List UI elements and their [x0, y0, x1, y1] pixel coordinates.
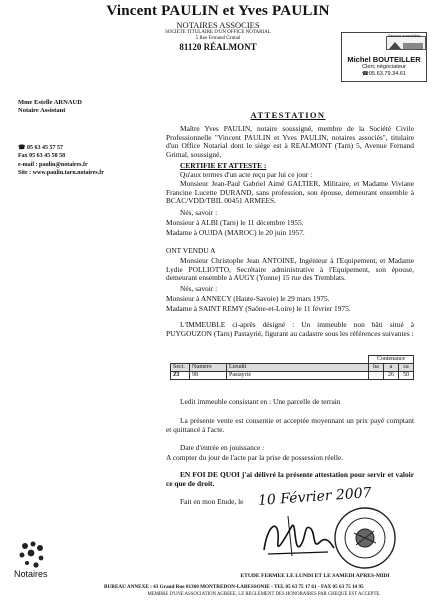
notary-stamp-icon: [332, 505, 398, 576]
table-cell: 50: [399, 372, 414, 380]
contenance-header: Contenance: [369, 356, 414, 364]
en-foi-text: j'ai délivré la présente attestation pour servir et valoir ce que de droit.: [166, 470, 414, 488]
table-header-cell: ca: [399, 364, 414, 372]
buyers-paragraph: Monsieur Christophe Jean ANTOINE, Ingénieur à l'Equipement, et Madame Lydie POLLIOTTO, Secrétaire administrative à l'Equipement, son épouse, demeurant ensemble à AUGY (Yonne) 15 rue des Tremblats.: [166, 256, 414, 283]
table-header-cell: ha: [369, 364, 384, 372]
table-header-row: [171, 364, 414, 372]
fax-number: Fax 05 63 45 58 58: [18, 153, 66, 160]
office-company-line: SOCIETE TITULAIRE D'UN OFFICE NOTARIAL: [165, 30, 271, 35]
en-foi-heading: EN FOI DE QUOI: [180, 470, 240, 479]
certifie-heading: CERTIFIE ET ATTESTE :: [180, 161, 267, 170]
sellers-birth-2: Madame à OUJDA (MAROC) le 20 juin 1957.: [166, 228, 305, 237]
document-title: ATTESTATION: [250, 110, 326, 120]
fait-line: [180, 498, 243, 507]
fait-prefix: Fait en mon Etude, le: [180, 497, 244, 506]
branch-office: BUREAU ANNEXE : 43 Grand Rue 81360 MONTREDON-LABESSONIE - TEL 05 63 75 17 61 - FAX 05 63 75 14 95: [104, 584, 364, 590]
service-phone: ☎05.63.79.34.61: [361, 71, 407, 77]
date-entree: Date d'entrée en jouissance :: [180, 443, 265, 452]
signature-icon: [258, 512, 338, 565]
handwritten-date: 10 Février 2007: [257, 485, 373, 509]
immeuble-paragraph: L'IMMEUBLE ci-après désigné : Un immeuble non bâti situé à PUYGOUZON (Tarn) Pastayrié, figurant au cadastre sous les références suivantes :: [166, 320, 414, 338]
contact-role: Notaire Assistant: [18, 107, 66, 114]
table-row: [171, 372, 414, 380]
table-cell: [369, 372, 384, 380]
website[interactable]: Site : www.paulin.tarn.notaires.fr: [18, 169, 104, 176]
office-street: 5 Rue Fernand Grimal: [195, 36, 241, 41]
notaires-logo-text: Notaires: [14, 569, 48, 579]
table-header-cell: Sect.: [171, 364, 190, 372]
email-address[interactable]: e-mail : paulin@notaires.fr: [18, 161, 88, 168]
table-cell: 26: [384, 372, 399, 380]
table-header-cell: a: [384, 364, 399, 372]
cadastre-table: [170, 355, 414, 380]
membership-note: MEMBRE D'UNE ASSOCIATION AGREEE, LE REGLEMENT DES HONORAIRES PAR CHEQUE EST ACCEPTE.: [147, 592, 381, 597]
service-box: [341, 32, 427, 82]
office-title: Vincent PAULIN et Yves PAULIN: [106, 3, 330, 19]
service-label: Service immobilier: [388, 33, 421, 38]
consistant-line: Ledit immeuble consistant en : Une parcelle de terrain: [180, 397, 341, 406]
date-entree-detail: A compter du jour de l'acte par la prise de possession réelle.: [166, 453, 344, 462]
sellers-paragraph: Monsieur Jean-Paul Gabriel Aimé GALTIER, Militaire, et Madame Viviane Francine Lucette DURAND, sans profession, son épouse, demeurant ensemble à BCAC/VDD/TBIL 00451 ARMEES.: [166, 179, 414, 206]
contact-name: Mme Estelle ARNAUD: [18, 99, 82, 106]
table-cell: Pastayrié: [227, 372, 369, 380]
ont-vendu: ONT VENDU A: [166, 246, 216, 255]
en-foi-paragraph: [166, 471, 414, 488]
intro-paragraph: Maître Yves PAULIN, notaire soussigné, membre de la Société Civile Professionnelle "Vincent PAULIN et Yves PAULIN, notaires associés", titulaire d'un Office Notarial dont le siège est à REALMONT (Tarn) 5, Avenue Fernand Grimal, soussigné,: [166, 124, 414, 160]
buyers-birth-1: Monsieur à ANNECY (Haute-Savoie) le 29 mars 1975.: [166, 294, 330, 303]
sellers-birth-1: Monsieur à ALBI (Tarn) le 11 décembre 1955.: [166, 218, 304, 227]
service-role: Clerc négociateur: [362, 64, 406, 70]
office-subtitle: NOTAIRES ASSOCIES: [176, 20, 260, 30]
table-header-cell: Numéro: [190, 364, 227, 372]
acte-line: Qu'aux termes d'un acte reçu par lui ce jour :: [180, 170, 313, 179]
buyers-nes: Nés, savoir :: [180, 284, 218, 293]
closing-hours: ETUDE FERMEE LE LUNDI ET LE SAMEDI APRES-MIDI: [240, 573, 390, 579]
table-header-cell: Lieudit: [227, 364, 369, 372]
table-cell: 98: [190, 372, 227, 380]
table-cell: ZI: [171, 372, 190, 380]
service-name: Michel BOUTEILLER: [347, 55, 421, 64]
sellers-nes: Nés, savoir :: [180, 208, 218, 217]
house-logo-icon: [386, 36, 426, 50]
buyers-birth-2: Madame à SAINT REMY (Saône-et-Loire) le 11 février 1975.: [166, 304, 351, 313]
office-city: 81120 RÉALMONT: [179, 42, 257, 52]
vente-paragraph: La présente vente est consentie et acceptée moyennant un prix payé comptant et quittancé à l'acte.: [166, 416, 414, 434]
phone-number: ☎ 05 63 45 57 57: [18, 145, 63, 151]
